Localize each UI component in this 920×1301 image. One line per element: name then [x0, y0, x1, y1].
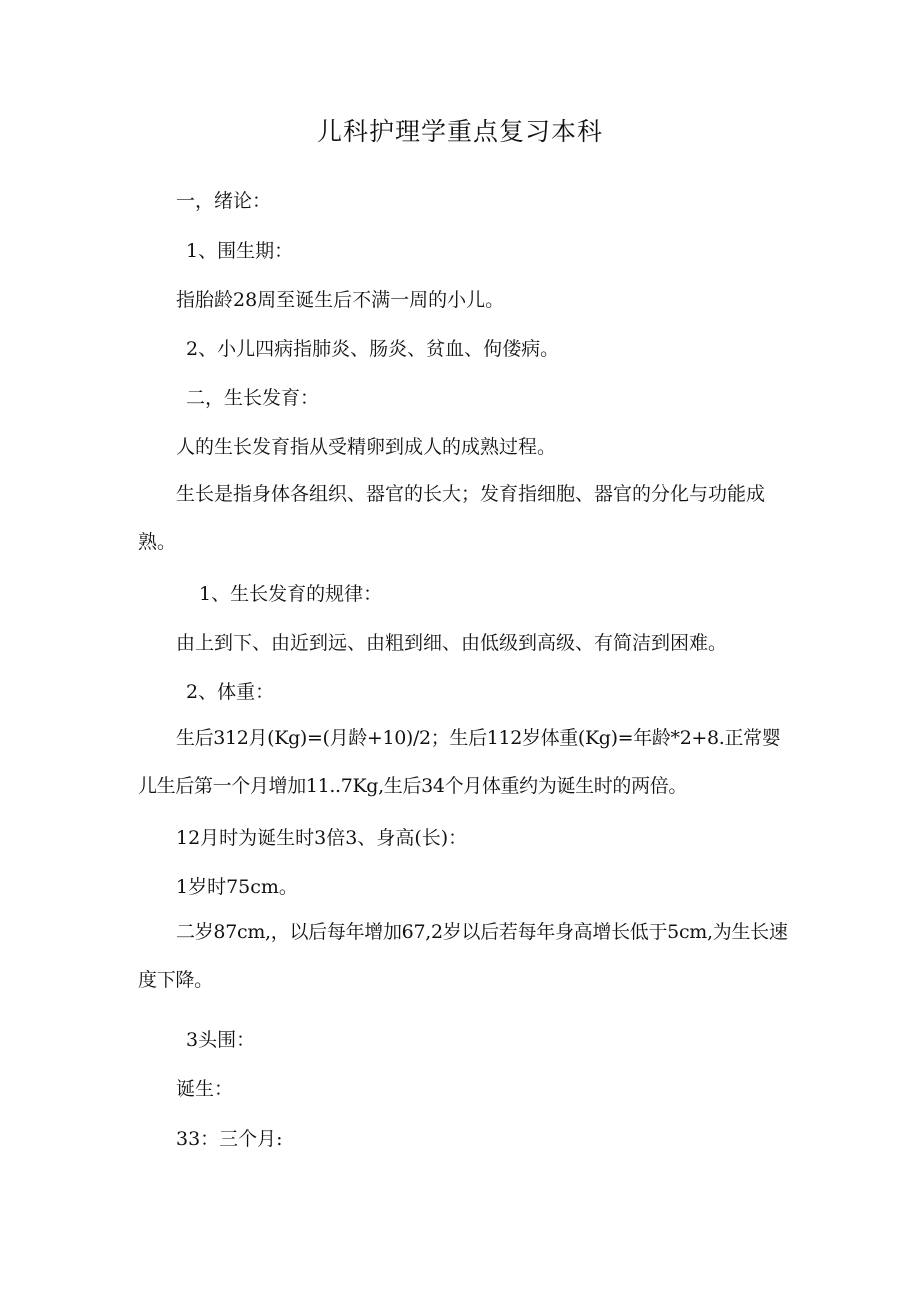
paragraph-weight-formula: 生后312月(Kg)=(月龄+10)/2；生后112岁体重(Kg)=年龄*2+8.正常婴儿生后第一个月增加11..7Kg,生后34个月体重约为诞生时的两倍。	[138, 727, 781, 797]
subheading-head-circumference: 3头围：	[186, 1029, 256, 1051]
paragraph-growth-definition: 人的生长发育指从受精卵到成人的成熟过程。	[176, 436, 557, 458]
paragraph-four-diseases: 2、小儿四病指肺炎、肠炎、贫血、佝偻病。	[186, 338, 560, 360]
heading-growth: 二，生长发育：	[186, 387, 320, 409]
paragraph-growth-rules: 由上到下、由近到远、由粗到细、由低级到高级、有简洁到困难。	[176, 632, 728, 654]
paragraph-birth: 诞生：	[176, 1078, 234, 1100]
paragraph-perinatal: 指胎龄28周至诞生后不满一周的小儿。	[176, 289, 505, 311]
subheading-growth-rules: 1、生长发育的规律：	[199, 583, 383, 605]
subheading-weight: 2、体重：	[186, 681, 275, 703]
heading-intro: 一，绪论：	[176, 190, 272, 212]
paragraph-three-months: 33：三个月:	[176, 1128, 283, 1150]
paragraph-growth-vs-development: 生长是指身体各组织、器官的长大；发育指细胞、器官的分化与功能成熟。	[138, 483, 766, 553]
paragraph-height-growth: 二岁87cm,，以后每年增加67,2岁以后若每年身高增长低于5cm,为生长速度下降。	[138, 921, 788, 991]
subheading-perinatal: 1、围生期：	[186, 240, 294, 262]
paragraph-height-heading: 12月时为诞生时3倍3、身高(长)：	[176, 827, 468, 849]
document-title: 儿科护理学重点复习本科	[316, 117, 603, 146]
paragraph-height-one-year: 1岁时75cm。	[176, 876, 298, 898]
